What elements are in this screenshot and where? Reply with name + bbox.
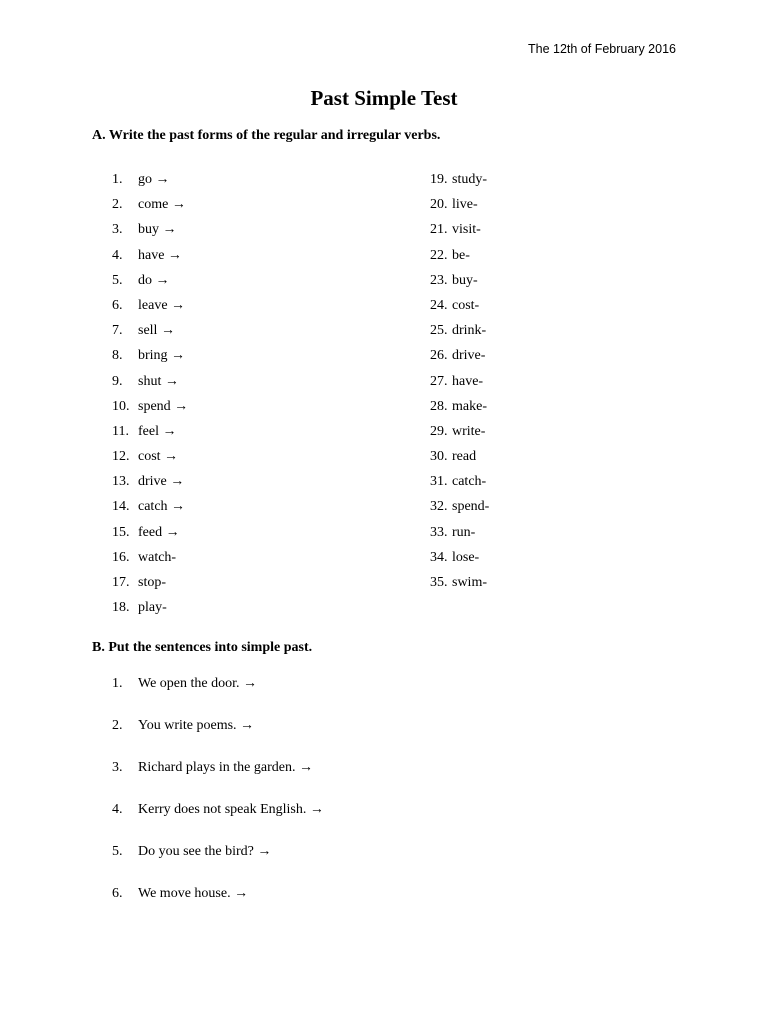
verb-item (430, 472, 489, 497)
sentence-item (112, 758, 324, 800)
item-number: 18. (112, 600, 130, 616)
item-number: 22. (430, 247, 448, 263)
item-number: 31. (430, 474, 448, 490)
item-text: buy → (138, 222, 177, 238)
item-number: 24. (430, 297, 448, 313)
item-text: spend → (138, 398, 189, 414)
item-text: drive → (138, 474, 185, 490)
item-number: 20. (430, 197, 448, 213)
sentence-item (112, 884, 324, 926)
verb-list-left (112, 170, 188, 623)
item-text: stop- (138, 575, 166, 590)
item-number: 23. (430, 272, 448, 288)
item-text: go → (138, 172, 170, 187)
item-number: 35. (430, 575, 448, 590)
verb-item (430, 523, 489, 548)
verb-item (112, 397, 188, 422)
verb-item (112, 548, 188, 573)
item-text: watch- (138, 549, 177, 565)
item-number: 17. (112, 575, 130, 590)
verb-item (430, 422, 489, 447)
item-text: bring → (138, 348, 186, 364)
verb-item (112, 523, 188, 548)
item-number: 9. (112, 373, 123, 389)
verb-item (430, 548, 489, 573)
item-text: feel → (138, 423, 177, 439)
verb-item (430, 346, 489, 371)
verb-item (430, 497, 489, 522)
item-number: 3. (112, 760, 123, 775)
item-text: shut → (138, 373, 179, 389)
item-text: be- (452, 247, 470, 263)
item-number: 28. (430, 398, 448, 414)
item-number: 1. (112, 676, 123, 691)
item-number: 27. (430, 373, 448, 389)
verb-item (430, 397, 489, 422)
item-text: write- (452, 423, 486, 439)
item-text: cost → (138, 449, 179, 465)
item-number: 3. (112, 222, 123, 238)
item-number: 21. (430, 222, 448, 238)
verb-item (430, 447, 489, 472)
item-text: have- (452, 373, 484, 389)
item-number: 12. (112, 449, 130, 465)
item-text: visit- (452, 222, 481, 238)
verb-item (112, 573, 188, 598)
item-number: 6. (112, 297, 123, 313)
verb-list-right (430, 170, 489, 598)
item-number: 1. (112, 172, 123, 187)
item-text: cost- (452, 297, 480, 313)
item-text: do → (138, 272, 170, 288)
item-number: 6. (112, 886, 123, 901)
item-text: sell → (138, 323, 175, 339)
sentence-item (112, 674, 324, 716)
item-number: 4. (112, 802, 123, 817)
item-number: 15. (112, 524, 130, 540)
verb-item (112, 321, 188, 346)
verb-item (112, 472, 188, 497)
item-number: 2. (112, 197, 123, 213)
item-number: 2. (112, 718, 123, 733)
verb-item (430, 220, 489, 245)
verb-item (112, 372, 188, 397)
verb-item (430, 195, 489, 220)
item-number: 29. (430, 423, 448, 439)
sentence-item (112, 716, 324, 758)
verb-item (430, 372, 489, 397)
item-text: Do you see the bird? → (138, 844, 272, 859)
item-text: We move house. → (138, 886, 249, 901)
section-a-heading: A. Write the past forms of the regular and irregular verbs. (92, 128, 441, 143)
sentence-list (112, 674, 324, 926)
item-text: feed → (138, 524, 180, 540)
verb-item (430, 321, 489, 346)
item-number: 26. (430, 348, 448, 364)
verb-item (430, 271, 489, 296)
item-number: 8. (112, 348, 123, 364)
item-text: buy- (452, 272, 478, 288)
item-text: Kerry does not speak English. → (138, 802, 324, 817)
item-number: 4. (112, 247, 123, 263)
item-text: You write poems. → (138, 718, 255, 733)
item-number: 14. (112, 499, 130, 515)
item-text: drink- (452, 323, 487, 339)
item-text: catch → (138, 499, 186, 515)
item-text: live- (452, 197, 478, 213)
item-number: 33. (430, 524, 448, 540)
item-number: 10. (112, 398, 130, 414)
verb-item (112, 497, 188, 522)
item-text: play- (138, 600, 167, 616)
item-text: make- (452, 398, 487, 414)
item-text: drive- (452, 348, 486, 364)
item-text: catch- (452, 474, 487, 490)
verb-item (112, 195, 188, 220)
item-number: 5. (112, 272, 123, 288)
verb-item (112, 220, 188, 245)
item-text: have → (138, 247, 182, 263)
item-text: swim- (452, 575, 487, 590)
document-date: The 12th of February 2016 (527, 42, 676, 56)
item-text: Richard plays in the garden. → (138, 760, 313, 775)
item-number: 13. (112, 474, 130, 490)
item-text: lose- (452, 549, 480, 565)
page-title: Past Simple Test (310, 86, 458, 110)
verb-item (430, 296, 489, 321)
item-number: 30. (430, 449, 448, 465)
verb-item (430, 246, 489, 271)
verb-item (112, 598, 188, 623)
item-text: study- (452, 172, 487, 187)
item-number: 25. (430, 323, 448, 339)
item-text: read (452, 449, 477, 465)
item-text: come → (138, 197, 186, 213)
verb-item (112, 447, 188, 472)
verb-item (112, 422, 188, 447)
verb-item (430, 573, 489, 598)
item-text: run- (452, 524, 476, 540)
item-number: 5. (112, 844, 123, 859)
item-number: 7. (112, 323, 123, 339)
verb-item (112, 271, 188, 296)
section-b-heading: B. Put the sentences into simple past. (92, 640, 313, 655)
verb-item (112, 246, 188, 271)
item-text: leave → (138, 297, 186, 313)
verb-item (112, 296, 188, 321)
sentence-item (112, 842, 324, 884)
verb-item (430, 170, 489, 195)
item-number: 34. (430, 549, 448, 565)
verb-item (112, 170, 188, 195)
item-number: 32. (430, 499, 448, 515)
item-text: spend- (452, 499, 490, 515)
verb-item (112, 346, 188, 371)
item-number: 11. (112, 423, 129, 439)
item-number: 19. (430, 172, 448, 187)
sentence-item (112, 800, 324, 842)
item-number: 16. (112, 549, 130, 565)
item-text: We open the door. → (138, 676, 258, 691)
